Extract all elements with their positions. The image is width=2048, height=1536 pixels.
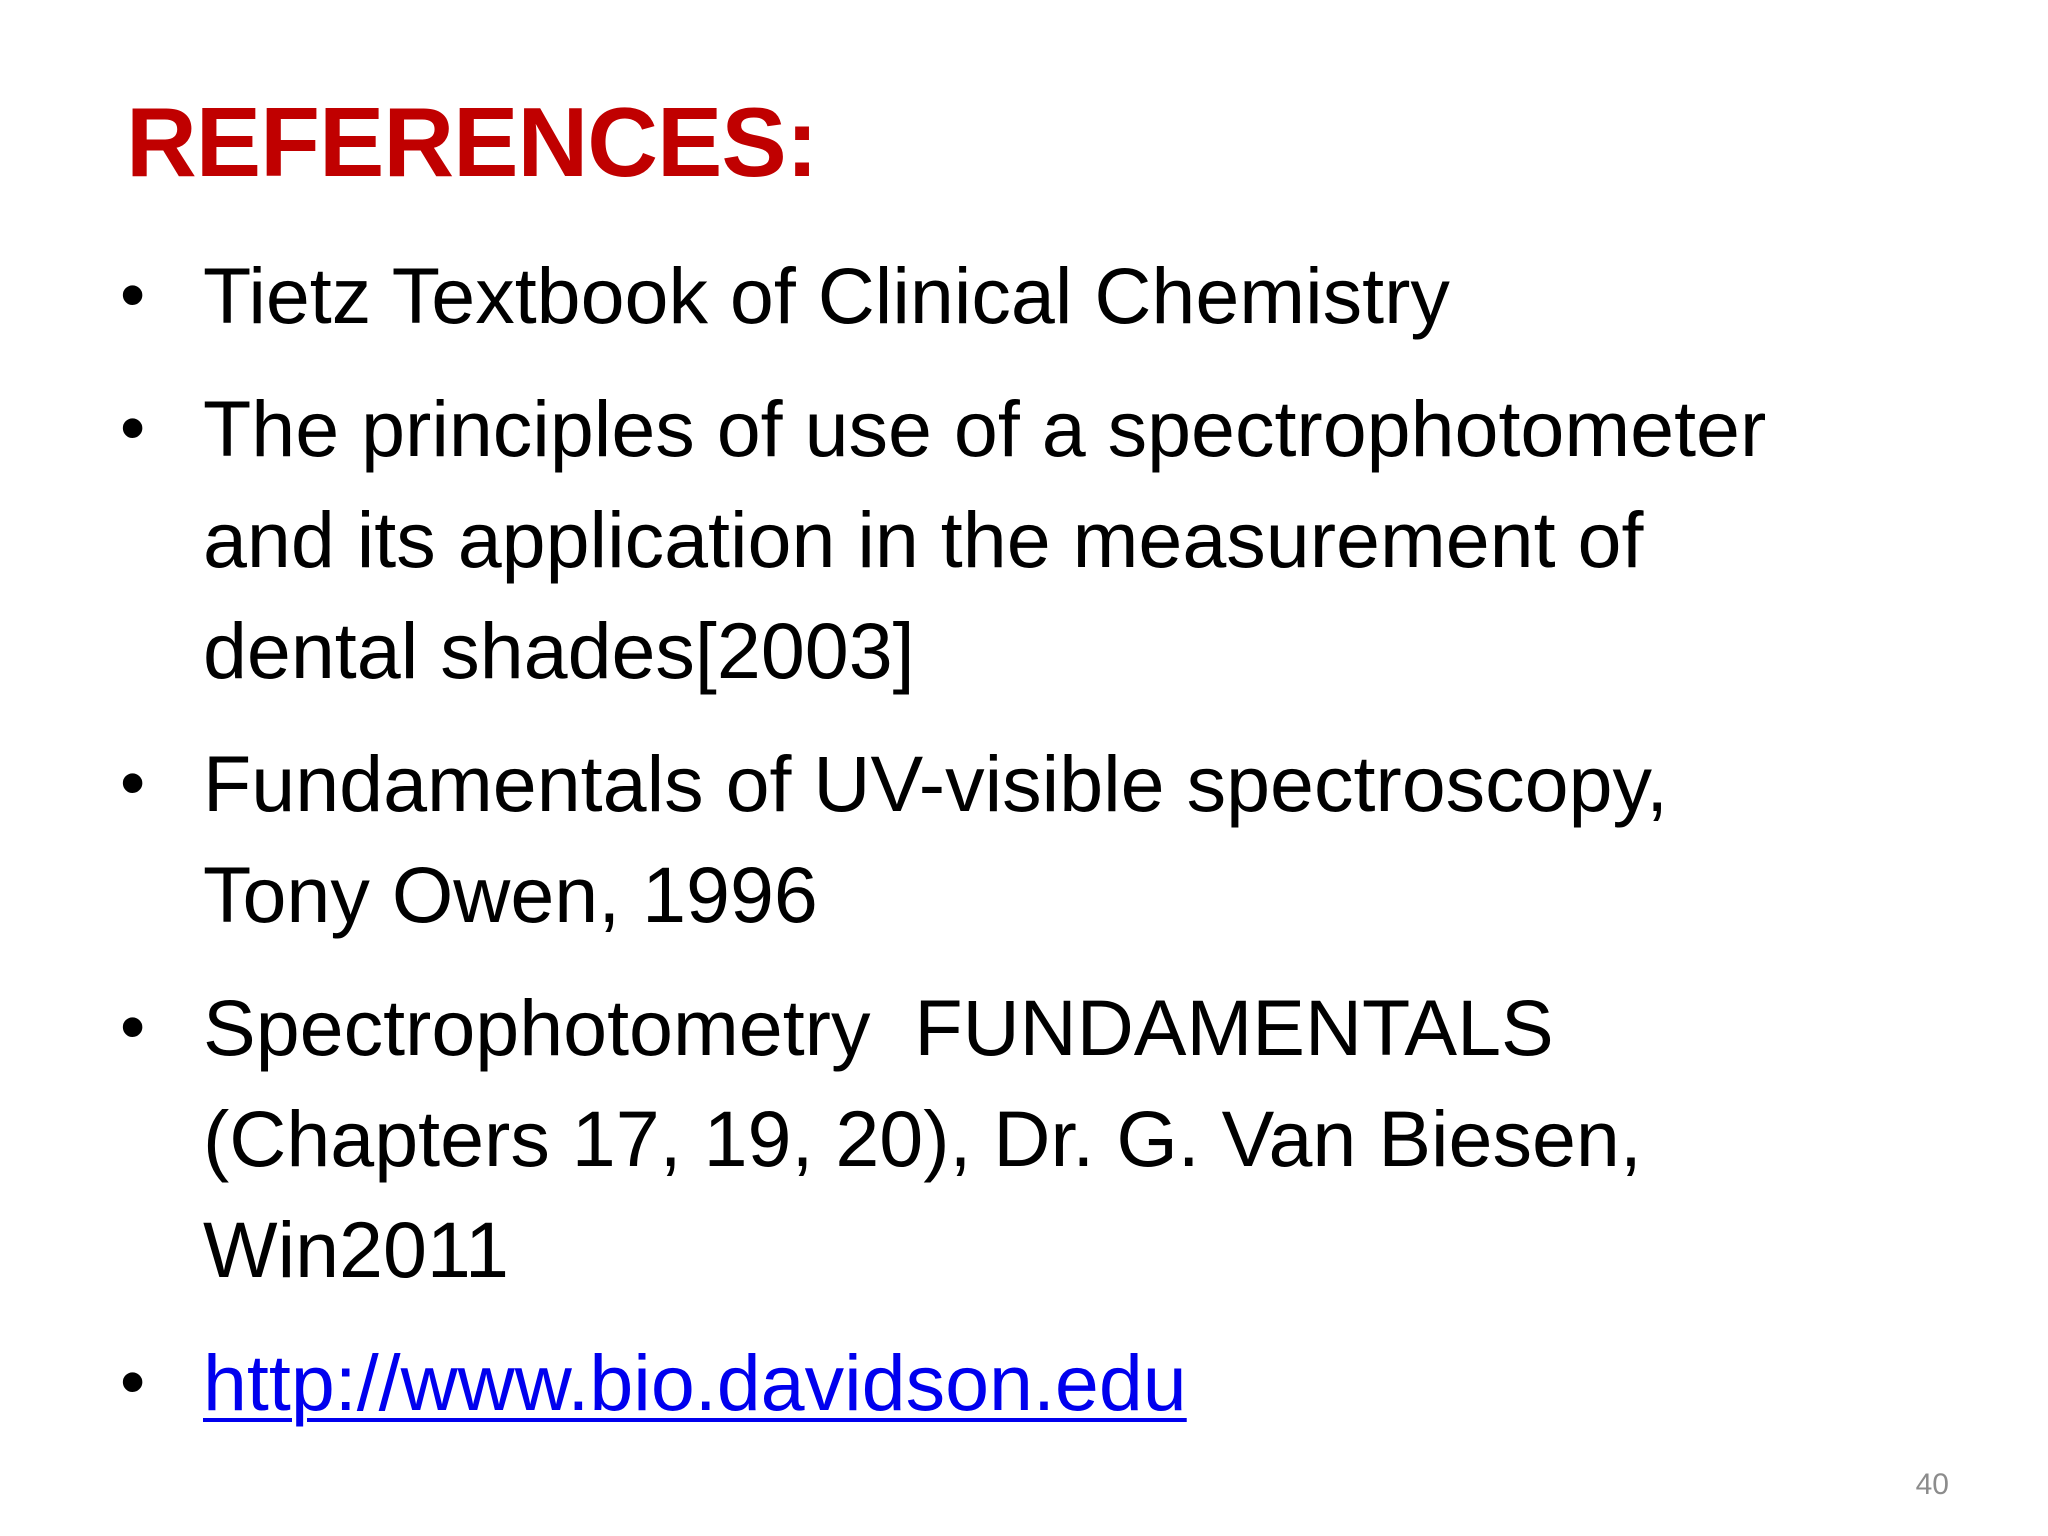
bullet-icon: • bbox=[120, 987, 146, 1067]
reference-item-spectrophotometry-fundamentals bbox=[120, 972, 1940, 1305]
reference-item-link bbox=[120, 1327, 1940, 1438]
bullet-icon: • bbox=[120, 388, 146, 468]
reference-text-line: Win2011 bbox=[203, 1205, 509, 1294]
page-number: 40 bbox=[1915, 1468, 1949, 1501]
reference-text-line: Spectrophotometry FUNDAMENTALS bbox=[203, 983, 1554, 1072]
reference-list bbox=[120, 240, 1940, 1438]
reference-text-line: and its application in the measurement of bbox=[203, 495, 1644, 584]
reference-item-spectrophotometer-principles bbox=[120, 373, 1940, 706]
reference-text-line: Tony Owen, 1996 bbox=[203, 850, 818, 939]
reference-text-line: Fundamentals of UV-visible spectroscopy, bbox=[203, 739, 1669, 828]
reference-text-line: (Chapters 17, 19, 20), Dr. G. Van Biesen, bbox=[203, 1094, 1642, 1183]
bullet-icon: • bbox=[120, 1342, 146, 1422]
reference-item-uv-visible-spectroscopy bbox=[120, 728, 1940, 950]
bullet-icon: • bbox=[120, 743, 146, 823]
slide-title: REFERENCES: bbox=[126, 87, 818, 197]
reference-text-line: Tietz Textbook of Clinical Chemistry bbox=[203, 251, 1450, 340]
reference-text-line: The principles of use of a spectrophotometer bbox=[203, 384, 1767, 473]
reference-text-line: dental shades[2003] bbox=[203, 606, 915, 695]
reference-item-tietz bbox=[120, 240, 1940, 351]
bullet-icon: • bbox=[120, 255, 146, 335]
davidson-link[interactable]: http://www.bio.davidson.edu bbox=[203, 1338, 1187, 1427]
